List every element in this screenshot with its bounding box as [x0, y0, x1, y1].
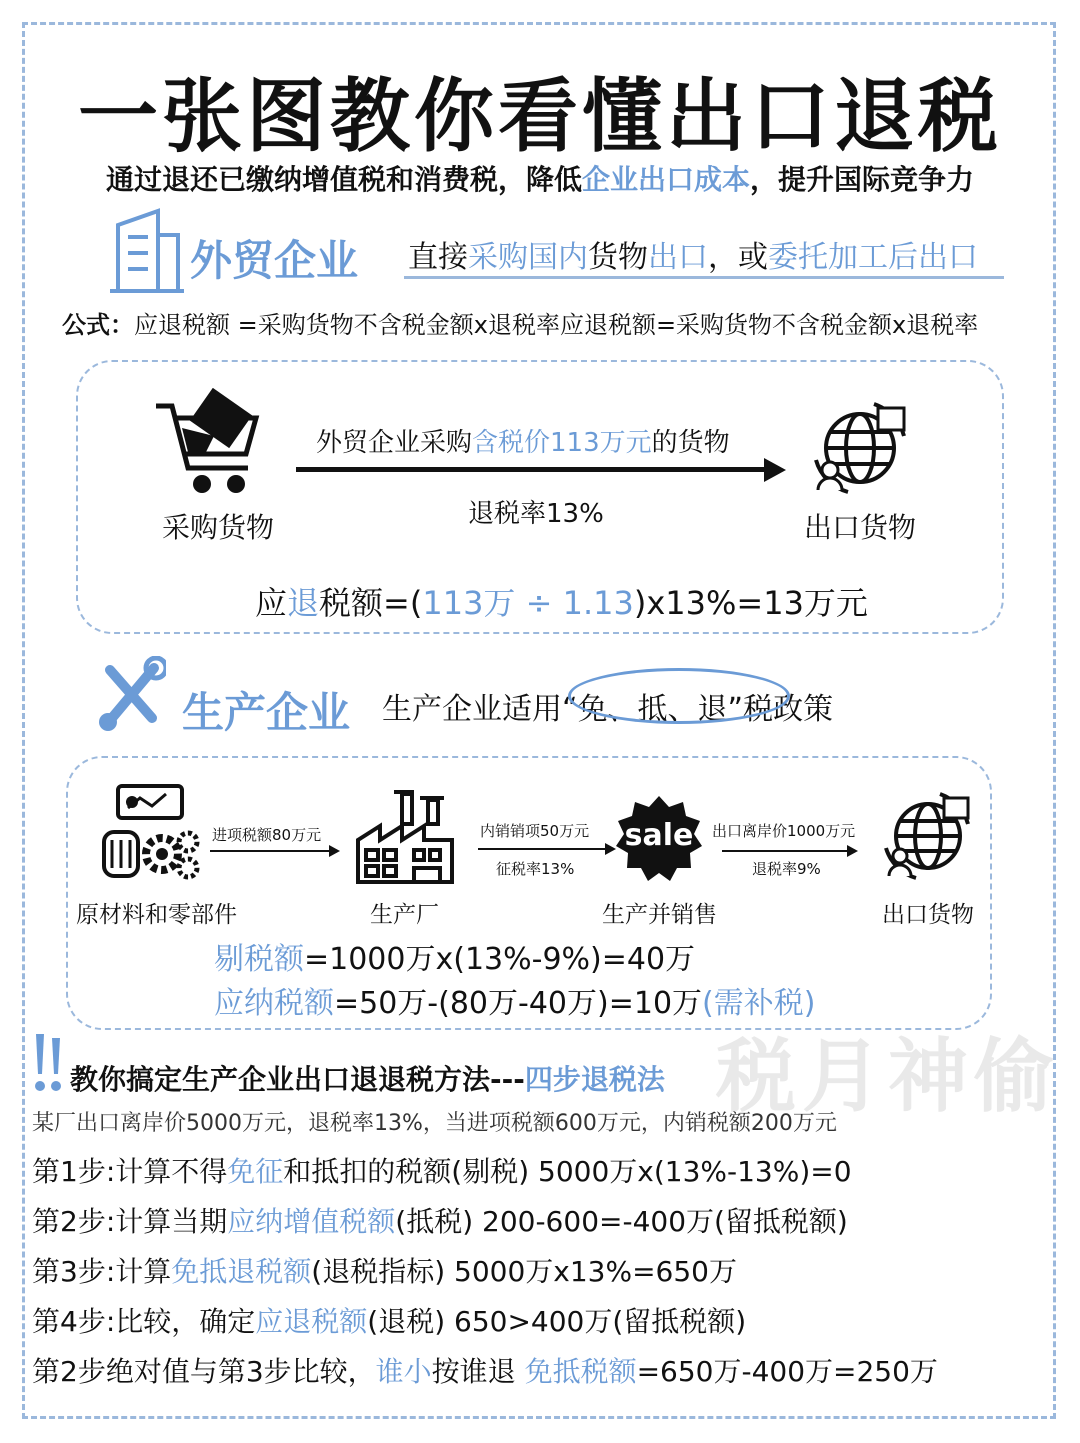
shopping-cart-icon	[152, 388, 262, 496]
purchase-arrow	[296, 467, 766, 472]
rebate-rate-9-label: 退税率9%	[752, 860, 821, 878]
step-1: 第1步:计算不得免征和抵扣的税额(剔税) 5000万x(13%-13%)=0	[32, 1155, 852, 1188]
payable-tax-calc: 应纳税额=50万-(80万-40万)=10万(需补税)	[214, 986, 816, 1021]
rebate-rate: 退税率13%	[468, 499, 604, 529]
arrow-2-head	[605, 843, 616, 855]
foreign-trade-heading: 外贸企业	[190, 236, 359, 285]
globe-icon	[808, 398, 914, 498]
arrow-1-head	[329, 845, 340, 857]
page-title: 一张图教你看懂出口退税	[78, 70, 1002, 163]
materials-label: 原材料和零部件	[76, 902, 237, 928]
foreign-trade-calc: 应退税额=(113万 ÷ 1.13)x13%=13万元	[255, 584, 868, 622]
factory-icon	[354, 786, 456, 886]
method-heading: 教你搞定生产企业出口退退税方法---四步退税法	[70, 1063, 665, 1096]
deduction-calc: 剔税额=1000万x(13%-9%)=40万	[214, 942, 696, 977]
step-4: 第4步:比较，确定应退税额(退税) 650>400万(留抵税额)	[32, 1305, 747, 1338]
sale-label: 生产并销售	[602, 902, 717, 928]
production-heading: 生产企业	[182, 688, 351, 737]
arrow-3-head	[847, 845, 858, 857]
arrow-top-text: 外贸企业采购含税价113万元的货物	[316, 428, 730, 458]
method-example: 某厂出口离岸价5000万元，退税率13%，当进项税额600万元，内销税额200万元	[32, 1111, 837, 1136]
final-comparison: 第2步绝对值与第3步比较，谁小按谁退 免抵税额=650万-400万=250万	[32, 1355, 938, 1388]
watermark: 税月神偷	[716, 1030, 1060, 1123]
globe-icon-2	[880, 790, 976, 884]
exclamation-icon	[30, 1030, 66, 1096]
step-3: 第3步:计算免抵退税额(退税指标) 5000万x13%=650万	[32, 1255, 737, 1288]
foreign-trade-desc: 直接采购国内货物出口，或委托加工后出口	[408, 240, 978, 275]
arrow-3	[722, 850, 848, 852]
export-goods-label: 出口货物	[804, 511, 917, 544]
gears-icon	[100, 784, 200, 884]
input-tax-label: 进项税额80万元	[212, 826, 322, 844]
sale-badge-text: sale	[624, 818, 694, 853]
factory-label: 生产厂	[370, 902, 439, 928]
formula: 公式：应退税额 =采购货物不含税金额x退税率应退税额=采购货物不含税金额x退税率	[62, 311, 979, 339]
export-goods-label-2: 出口货物	[882, 902, 974, 928]
building-icon	[108, 205, 186, 295]
page-subtitle: 通过退还已缴纳增值税和消费税，降低企业出口成本，提升国际竞争力	[105, 163, 975, 196]
production-desc: 生产企业适用“免、抵、退”税政策	[382, 692, 834, 727]
fob-price-label: 出口离岸价1000万元	[712, 822, 856, 840]
purchase-arrow-head	[764, 458, 786, 482]
tools-icon	[96, 656, 166, 734]
arrow-1	[210, 850, 330, 852]
levy-rate-label: 征税率13%	[496, 860, 575, 878]
purchase-label: 采购货物	[162, 511, 275, 544]
domestic-sales-label: 内销销项50万元	[480, 822, 590, 840]
desc-underline	[404, 276, 1004, 279]
step-2: 第2步:计算当期应纳增值税额(抵税) 200-600=-400万(留抵税额)	[32, 1205, 848, 1238]
policy-highlight-ellipse	[568, 668, 790, 724]
arrow-2	[478, 848, 606, 850]
